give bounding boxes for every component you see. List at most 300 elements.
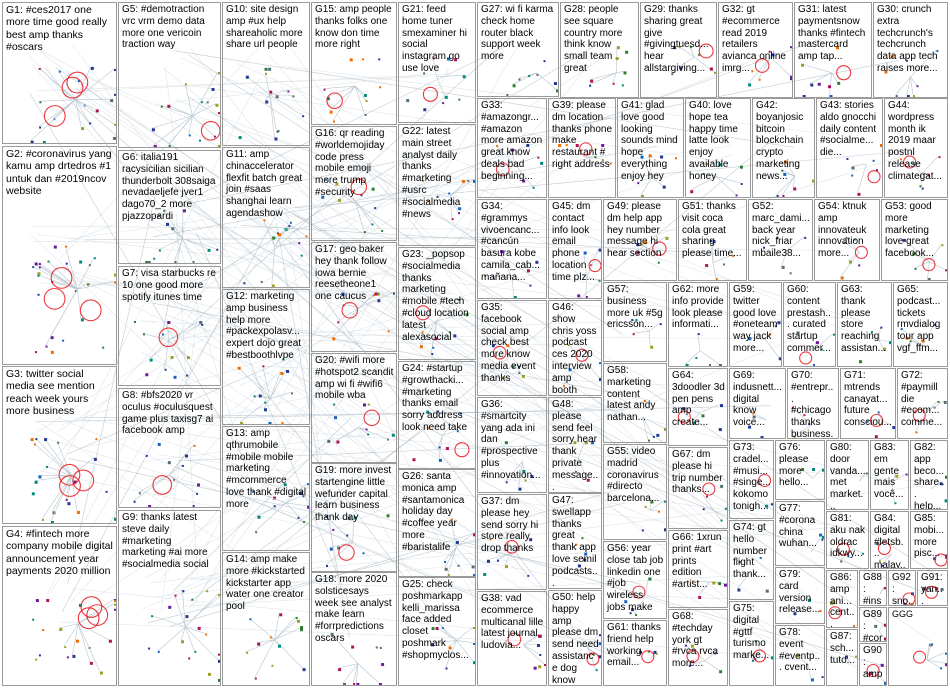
graph-node[interactable] [690, 190, 693, 193]
graph-node[interactable] [145, 261, 148, 263]
graph-node[interactable] [915, 431, 917, 433]
graph-node[interactable] [759, 79, 761, 81]
cluster-box-g90[interactable] [859, 643, 887, 686]
graph-node[interactable] [106, 491, 108, 493]
graph-node[interactable] [338, 199, 341, 202]
graph-node[interactable] [191, 599, 193, 601]
graph-node[interactable] [100, 672, 103, 675]
cluster-box-g72[interactable] [897, 368, 948, 439]
graph-node[interactable] [44, 438, 47, 441]
graph-node[interactable] [473, 661, 475, 664]
graph-node[interactable] [303, 668, 306, 671]
graph-node[interactable] [663, 186, 666, 189]
graph-node[interactable] [114, 609, 116, 611]
graph-node[interactable] [366, 100, 368, 102]
graph-node[interactable] [813, 364, 815, 366]
graph-node[interactable] [51, 351, 54, 354]
graph-node[interactable] [473, 574, 475, 576]
graph-node[interactable] [323, 89, 325, 91]
graph-node[interactable] [145, 373, 148, 376]
graph-node[interactable] [544, 664, 546, 666]
graph-node[interactable] [782, 195, 784, 197]
graph-node[interactable] [875, 435, 878, 438]
graph-node[interactable] [279, 613, 282, 616]
cluster-box-g35[interactable] [477, 300, 547, 396]
graph-node[interactable] [642, 529, 644, 531]
graph-node[interactable] [945, 653, 947, 655]
graph-node[interactable] [364, 94, 367, 97]
graph-node[interactable] [90, 662, 93, 665]
graph-node[interactable] [771, 656, 773, 659]
graph-node[interactable] [302, 115, 304, 117]
cluster-box-g28[interactable] [560, 2, 639, 98]
graph-node[interactable] [412, 458, 415, 461]
graph-node[interactable] [884, 587, 886, 589]
graph-node[interactable] [274, 137, 277, 140]
graph-node[interactable] [215, 104, 218, 107]
graph-node[interactable] [917, 85, 919, 87]
graph-node[interactable] [907, 95, 910, 97]
graph-node[interactable] [174, 261, 176, 263]
cluster-box-g37[interactable] [477, 494, 547, 590]
graph-node[interactable] [364, 231, 366, 233]
graph-node[interactable] [513, 84, 516, 87]
graph-node[interactable] [153, 258, 155, 260]
graph-node[interactable] [599, 362, 601, 364]
graph-node[interactable] [343, 683, 346, 685]
graph-node[interactable] [261, 281, 263, 283]
cluster-box-g76[interactable] [775, 440, 825, 500]
cluster-box-g58[interactable] [603, 363, 667, 443]
graph-node[interactable] [72, 655, 75, 658]
graph-node[interactable] [327, 440, 330, 443]
graph-node[interactable] [556, 89, 558, 92]
cluster-box-g19[interactable] [311, 463, 397, 572]
graph-node[interactable] [590, 80, 593, 83]
graph-node[interactable] [38, 294, 40, 296]
graph-node[interactable] [818, 83, 821, 86]
graph-node[interactable] [216, 249, 218, 251]
graph-node[interactable] [527, 575, 529, 577]
cluster-box-g12[interactable] [222, 289, 310, 425]
graph-node[interactable] [264, 408, 267, 411]
graph-node[interactable] [577, 294, 580, 297]
cluster-box-g87[interactable] [826, 629, 858, 686]
graph-node[interactable] [35, 659, 37, 661]
graph-node[interactable] [554, 82, 557, 85]
graph-node[interactable] [388, 330, 390, 332]
graph-node[interactable] [931, 644, 933, 646]
graph-node[interactable] [171, 227, 174, 230]
graph-node[interactable] [534, 667, 537, 670]
graph-node[interactable] [635, 614, 637, 616]
graph-node[interactable] [148, 505, 151, 507]
graph-node[interactable] [719, 670, 722, 673]
graph-node[interactable] [196, 493, 198, 495]
cluster-box-g79[interactable] [775, 567, 825, 624]
cluster-box-g49[interactable] [603, 199, 677, 281]
cluster-box-g3[interactable] [2, 366, 117, 524]
graph-node[interactable] [528, 75, 530, 77]
cluster-box-g69[interactable] [729, 368, 786, 439]
graph-node[interactable] [858, 264, 860, 266]
graph-node[interactable] [922, 188, 924, 190]
graph-node[interactable] [193, 261, 195, 263]
graph-node[interactable] [350, 58, 353, 61]
cluster-box-g9[interactable] [118, 510, 221, 686]
cluster-box-g61[interactable] [603, 620, 667, 686]
graph-node[interactable] [185, 83, 187, 85]
cluster-box-g4[interactable] [2, 526, 117, 686]
graph-node[interactable] [599, 378, 601, 381]
graph-node[interactable] [34, 443, 36, 445]
graph-node[interactable] [698, 596, 701, 599]
graph-node[interactable] [35, 481, 38, 484]
graph-node[interactable] [146, 455, 148, 457]
graph-node[interactable] [110, 99, 113, 102]
graph-node[interactable] [695, 357, 697, 359]
graph-node[interactable] [506, 481, 508, 483]
graph-node[interactable] [334, 416, 337, 419]
graph-node[interactable] [514, 296, 517, 298]
graph-node[interactable] [822, 676, 824, 678]
graph-node[interactable] [741, 183, 743, 185]
graph-node[interactable] [246, 652, 248, 654]
graph-node[interactable] [158, 651, 160, 653]
graph-node[interactable] [278, 233, 281, 236]
cluster-box-g63[interactable] [837, 282, 892, 367]
cluster-box-g91[interactable] [917, 570, 948, 606]
graph-node[interactable] [276, 95, 279, 98]
cluster-box-g93[interactable] [888, 607, 948, 686]
graph-node[interactable] [658, 262, 660, 264]
graph-node[interactable] [333, 404, 335, 406]
graph-node[interactable] [262, 365, 264, 367]
graph-node[interactable] [301, 255, 303, 257]
graph-node[interactable] [265, 73, 267, 75]
graph-node[interactable] [76, 640, 79, 643]
graph-node[interactable] [264, 402, 266, 404]
cluster-box-g27[interactable] [477, 2, 559, 97]
graph-node[interactable] [218, 145, 220, 147]
graph-node[interactable] [265, 101, 268, 104]
graph-node[interactable] [406, 99, 409, 102]
graph-node[interactable] [529, 285, 531, 287]
graph-node[interactable] [378, 58, 380, 60]
graph-node[interactable] [622, 84, 624, 86]
graph-node[interactable] [656, 434, 659, 437]
graph-node[interactable] [725, 508, 727, 510]
graph-node[interactable] [94, 257, 96, 259]
cluster-box-g50[interactable] [548, 590, 602, 686]
graph-node[interactable] [268, 422, 271, 424]
cluster-box-g34[interactable] [477, 199, 547, 299]
graph-node[interactable] [287, 90, 289, 92]
cluster-box-g73[interactable] [729, 440, 774, 519]
graph-node[interactable] [857, 193, 860, 196]
cluster-box-g82[interactable] [910, 440, 948, 510]
cluster-box-g84[interactable] [870, 511, 909, 569]
cluster-box-g2[interactable] [2, 146, 117, 365]
graph-node[interactable] [39, 68, 41, 70]
graph-node[interactable] [445, 668, 447, 670]
cluster-box-g14[interactable] [222, 552, 310, 686]
graph-node[interactable] [212, 88, 215, 91]
cluster-box-g38[interactable] [477, 591, 547, 686]
graph-node[interactable] [365, 114, 367, 116]
graph-node[interactable] [37, 275, 39, 277]
graph-node[interactable] [336, 441, 339, 444]
graph-node[interactable] [709, 364, 711, 366]
graph-node[interactable] [330, 548, 333, 551]
graph-node[interactable] [458, 99, 460, 101]
graph-node[interactable] [54, 246, 57, 249]
graph-node[interactable] [35, 438, 37, 440]
graph-node[interactable] [812, 180, 814, 183]
graph-node[interactable] [249, 618, 251, 620]
graph-node[interactable] [165, 369, 167, 371]
graph-node[interactable] [46, 466, 48, 468]
cluster-box-g13[interactable] [222, 426, 310, 551]
graph-node[interactable] [39, 654, 41, 656]
graph-node[interactable] [150, 359, 153, 362]
graph-node[interactable] [374, 207, 376, 209]
graph-node[interactable] [589, 85, 591, 87]
graph-node[interactable] [380, 647, 382, 649]
graph-node[interactable] [703, 508, 705, 510]
graph-node[interactable] [265, 68, 268, 71]
graph-node[interactable] [645, 506, 647, 508]
graph-node[interactable] [790, 76, 792, 79]
graph-node[interactable] [96, 109, 99, 112]
cluster-box-g54[interactable] [814, 199, 880, 281]
graph-node[interactable] [298, 242, 300, 244]
graph-node[interactable] [259, 394, 262, 397]
graph-node[interactable] [723, 263, 725, 265]
cluster-box-g57[interactable] [603, 282, 667, 362]
graph-node[interactable] [766, 590, 769, 593]
graph-node[interactable] [59, 71, 61, 73]
graph-node[interactable] [771, 503, 773, 505]
graph-node[interactable] [928, 278, 931, 280]
graph-node[interactable] [463, 75, 466, 78]
graph-node[interactable] [35, 262, 38, 265]
graph-node[interactable] [650, 346, 653, 349]
graph-node[interactable] [77, 511, 80, 514]
graph-node[interactable] [194, 651, 196, 653]
graph-node[interactable] [330, 111, 333, 114]
graph-node[interactable] [472, 565, 475, 568]
graph-node[interactable] [280, 372, 283, 375]
graph-node[interactable] [198, 627, 201, 630]
graph-node[interactable] [641, 195, 644, 197]
graph-node[interactable] [473, 627, 475, 629]
graph-node[interactable] [698, 333, 700, 335]
graph-node[interactable] [47, 261, 49, 263]
graph-node[interactable] [748, 84, 751, 87]
graph-node[interactable] [88, 283, 90, 285]
cluster-box-g64[interactable] [668, 368, 728, 446]
graph-node[interactable] [487, 560, 490, 563]
graph-node[interactable] [64, 646, 66, 648]
graph-node[interactable] [166, 223, 169, 226]
cluster-box-g39[interactable] [548, 98, 616, 198]
graph-node[interactable] [139, 492, 141, 494]
graph-node[interactable] [379, 683, 382, 685]
graph-node[interactable] [243, 282, 245, 284]
graph-node[interactable] [143, 333, 145, 335]
graph-node[interactable] [392, 434, 395, 437]
graph-node[interactable] [254, 395, 256, 397]
graph-node[interactable] [114, 281, 116, 283]
graph-node[interactable] [793, 187, 796, 190]
graph-node[interactable] [272, 237, 275, 240]
graph-node[interactable] [889, 341, 891, 344]
graph-node[interactable] [822, 469, 824, 472]
graph-node[interactable] [368, 404, 370, 406]
graph-node[interactable] [849, 261, 852, 264]
graph-node[interactable] [278, 645, 281, 648]
graph-node[interactable] [94, 458, 97, 461]
graph-node[interactable] [782, 266, 785, 269]
graph-node[interactable] [337, 321, 339, 323]
graph-node[interactable] [32, 619, 34, 621]
graph-node[interactable] [208, 673, 211, 676]
graph-node[interactable] [458, 565, 460, 567]
cluster-box-g5[interactable] [118, 2, 221, 148]
graph-node[interactable] [448, 574, 450, 576]
graph-node[interactable] [305, 236, 307, 238]
graph-node[interactable] [175, 595, 177, 597]
graph-node[interactable] [828, 85, 831, 88]
cluster-box-g42[interactable] [752, 98, 815, 198]
graph-node[interactable] [716, 278, 718, 280]
cluster-box-g66[interactable] [668, 530, 728, 608]
cluster-box-g23[interactable] [398, 247, 476, 360]
cluster-box-g32[interactable] [718, 2, 793, 98]
graph-node[interactable] [168, 606, 171, 609]
graph-node[interactable] [167, 105, 170, 108]
cluster-box-g1[interactable] [2, 2, 117, 144]
cluster-box-g80[interactable] [826, 440, 869, 510]
graph-node[interactable] [790, 272, 792, 274]
graph-node[interactable] [39, 266, 41, 268]
graph-node[interactable] [356, 683, 359, 685]
graph-node[interactable] [351, 646, 354, 649]
graph-node[interactable] [162, 334, 164, 336]
graph-node[interactable] [420, 345, 423, 348]
graph-node[interactable] [894, 502, 896, 504]
graph-node[interactable] [199, 321, 202, 324]
graph-node[interactable] [811, 678, 814, 681]
graph-node[interactable] [719, 364, 722, 366]
graph-node[interactable] [913, 95, 915, 97]
graph-node[interactable] [185, 454, 188, 457]
cluster-box-g31[interactable] [794, 2, 872, 98]
graph-node[interactable] [79, 261, 82, 264]
graph-node[interactable] [109, 640, 112, 643]
cluster-box-g40[interactable] [685, 98, 751, 198]
graph-node[interactable] [187, 356, 190, 359]
graph-node[interactable] [167, 321, 170, 324]
cluster-box-g75[interactable] [729, 601, 774, 686]
graph-node[interactable] [381, 230, 383, 232]
graph-node[interactable] [586, 296, 588, 298]
graph-node[interactable] [518, 79, 520, 81]
graph-node[interactable] [686, 364, 689, 366]
graph-node[interactable] [193, 505, 195, 507]
cluster-box-g8[interactable] [118, 388, 221, 508]
graph-node[interactable] [851, 167, 854, 170]
graph-node[interactable] [161, 106, 163, 108]
graph-node[interactable] [300, 628, 303, 631]
cluster-box-g65[interactable] [893, 282, 948, 367]
graph-node[interactable] [296, 617, 298, 619]
graph-node[interactable] [38, 475, 41, 478]
graph-node[interactable] [114, 94, 116, 96]
graph-node[interactable] [194, 445, 196, 447]
cluster-box-g67[interactable] [668, 447, 728, 529]
cluster-box-g89[interactable] [859, 607, 887, 642]
graph-node[interactable] [884, 624, 886, 627]
graph-node[interactable] [189, 134, 191, 136]
graph-node[interactable] [238, 367, 241, 370]
graph-node[interactable] [801, 64, 804, 67]
graph-node[interactable] [36, 599, 39, 602]
graph-node[interactable] [445, 96, 448, 99]
graph-node[interactable] [884, 682, 886, 685]
graph-node[interactable] [438, 446, 440, 448]
cluster-box-g74[interactable] [729, 520, 774, 600]
graph-node[interactable] [714, 72, 716, 74]
graph-node[interactable] [379, 86, 381, 88]
graph-node[interactable] [720, 520, 722, 522]
graph-node[interactable] [174, 376, 177, 379]
graph-node[interactable] [91, 67, 94, 70]
graph-node[interactable] [114, 604, 116, 606]
graph-node[interactable] [31, 141, 34, 143]
graph-node[interactable] [919, 185, 921, 187]
graph-node[interactable] [42, 519, 44, 521]
graph-node[interactable] [89, 122, 91, 124]
graph-node[interactable] [945, 269, 947, 271]
cluster-box-g44[interactable] [884, 98, 948, 198]
graph-node[interactable] [32, 492, 35, 495]
graph-node[interactable] [833, 334, 835, 336]
graph-node[interactable] [134, 321, 136, 323]
graph-node[interactable] [239, 136, 242, 139]
cluster-box-g26[interactable] [398, 469, 476, 577]
cluster-box-g55[interactable] [603, 444, 667, 540]
graph-node[interactable] [134, 501, 136, 503]
cluster-box-g53[interactable] [881, 199, 948, 281]
graph-node[interactable] [102, 347, 104, 349]
graph-node[interactable] [148, 261, 151, 263]
graph-node[interactable] [57, 442, 59, 444]
graph-node[interactable] [31, 438, 34, 441]
cluster-box-g59[interactable] [729, 282, 782, 367]
graph-node[interactable] [182, 465, 184, 467]
graph-node[interactable] [158, 443, 161, 446]
graph-node[interactable] [705, 264, 708, 267]
graph-node[interactable] [873, 160, 875, 162]
cluster-box-g24[interactable] [398, 361, 476, 469]
graph-node[interactable] [35, 351, 37, 353]
graph-node[interactable] [152, 128, 155, 131]
cluster-box-g41[interactable] [617, 98, 684, 198]
graph-node[interactable] [218, 654, 220, 656]
graph-node[interactable] [214, 136, 216, 138]
